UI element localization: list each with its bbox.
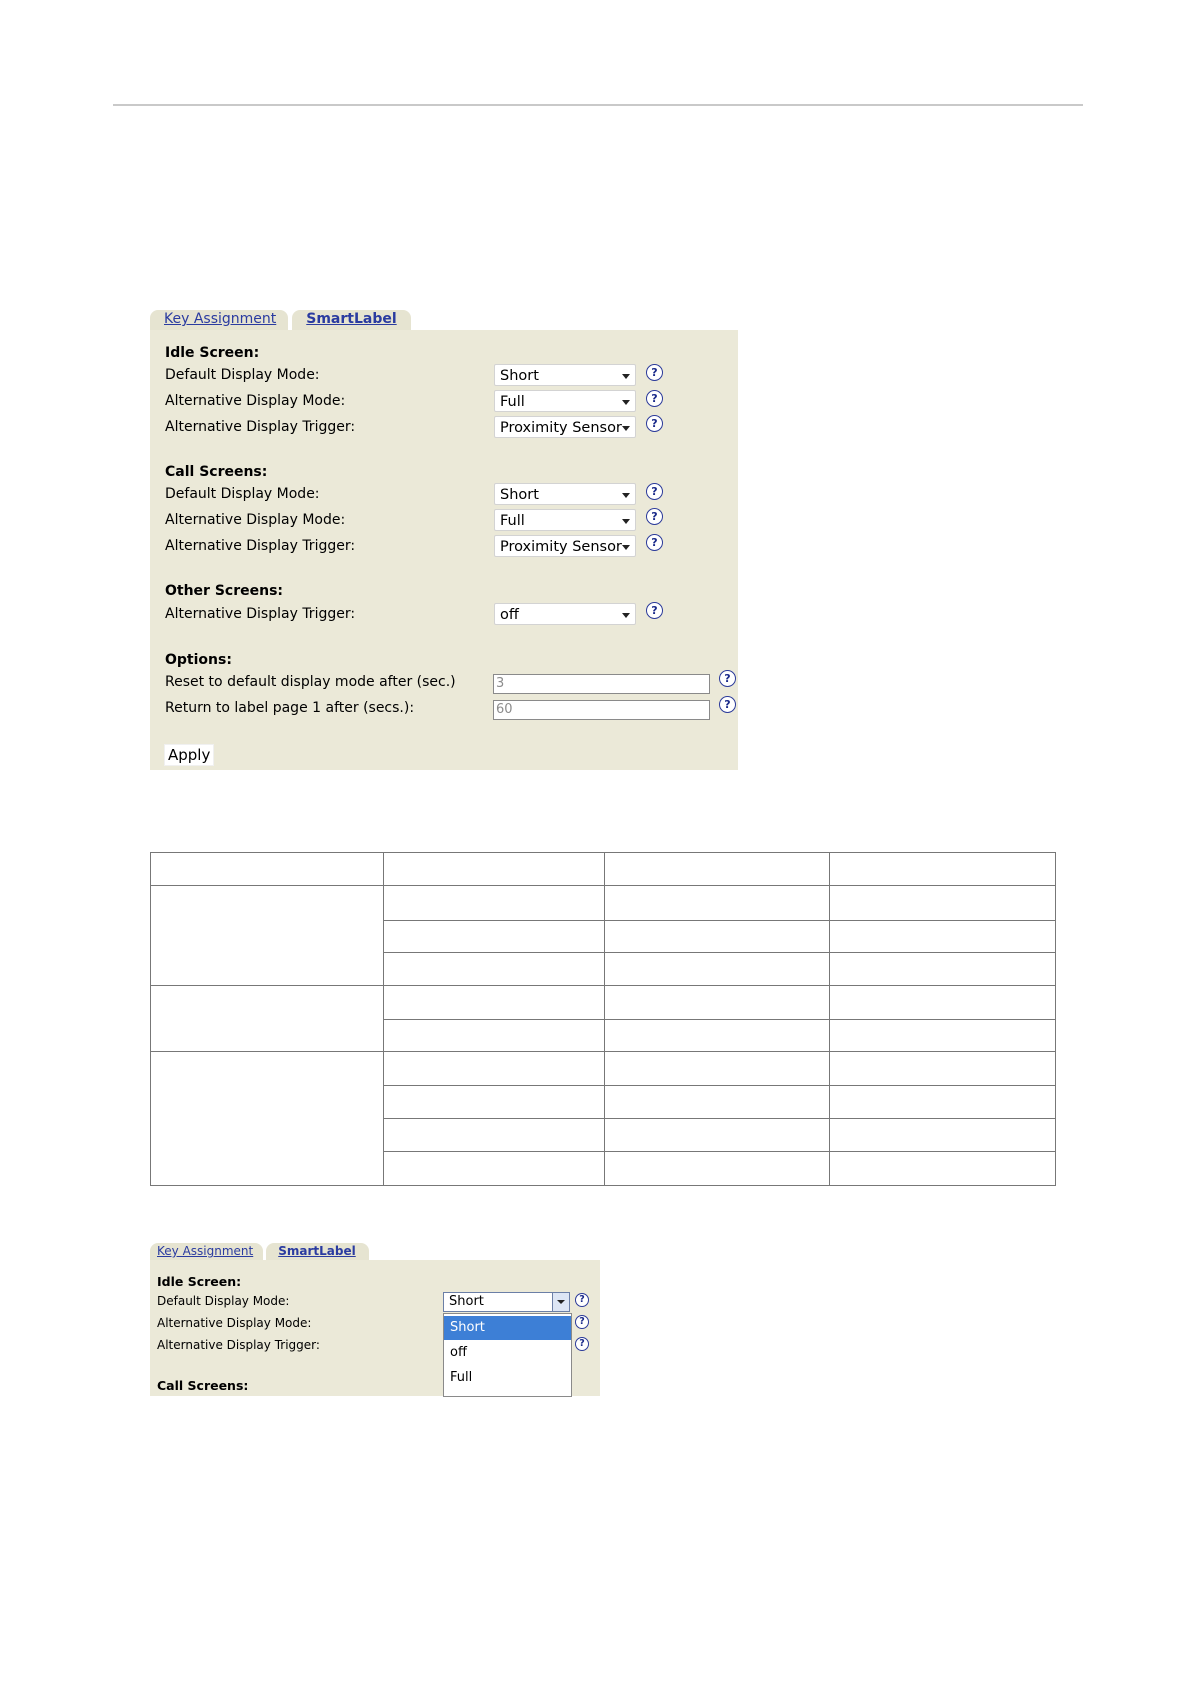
dropdown-option-off[interactable]: off [450,1345,467,1360]
table-cell [384,886,605,921]
chevron-down-icon [622,493,630,498]
call-trigger-select[interactable] [494,535,636,557]
dropdown-arrow-button[interactable] [552,1293,569,1311]
idle-trigger-select[interactable] [494,416,636,438]
chevron-down-icon [622,374,630,379]
table-cell [605,853,830,886]
select-value: Short [500,368,539,384]
idle-trigger-label: Alternative Display Trigger: [165,419,356,435]
table-cell [384,1152,605,1186]
idle-trigger-label: Alternative Display Trigger: [157,1338,320,1352]
table-cell [605,986,830,1020]
help-icon[interactable]: ? [719,670,736,687]
help-icon[interactable]: ? [646,534,663,551]
table-cell [605,1152,830,1186]
tab-smartlabel[interactable]: SmartLabel [292,310,410,330]
idle-default-mode-label: Default Display Mode: [157,1294,290,1308]
dropdown-option-full[interactable]: Full [450,1370,473,1385]
call-alt-mode-select[interactable] [494,509,636,531]
table-cell [605,1052,830,1086]
tab-bar-small [150,1243,369,1260]
data-table [150,852,1056,1186]
call-screens-heading: Call Screens: [157,1378,249,1393]
idle-default-mode-label: Default Display Mode: [165,367,320,383]
table-cell [830,886,1056,921]
table-cell [384,921,605,953]
select-value: Short [500,487,539,503]
table-cell [830,1052,1056,1086]
table-cell [384,986,605,1020]
table-cell [605,1086,830,1119]
help-icon[interactable]: ? [719,696,736,713]
chevron-down-icon [557,1300,565,1304]
table-cell [830,953,1056,986]
other-trigger-select[interactable] [494,603,636,625]
select-value: Proximity Sensor [500,539,622,555]
help-icon[interactable]: ? [575,1315,589,1329]
table-cell [830,853,1056,886]
chevron-down-icon [622,519,630,524]
help-icon[interactable]: ? [646,364,663,381]
table-cell [830,1086,1056,1119]
other-trigger-label: Alternative Display Trigger: [165,606,356,622]
call-default-mode-select[interactable] [494,483,636,505]
table-cell [384,1020,605,1052]
table-cell [605,886,830,921]
call-alt-mode-label: Alternative Display Mode: [165,512,346,528]
help-icon[interactable]: ? [575,1293,589,1307]
table-cell [830,1020,1056,1052]
call-trigger-label: Alternative Display Trigger: [165,538,356,554]
table-cell [151,1052,384,1186]
table-cell [605,921,830,953]
table-row [151,886,1056,921]
chevron-down-icon [622,613,630,618]
table-cell [151,986,384,1052]
other-screens-heading: Other Screens: [165,583,284,599]
table-cell [384,953,605,986]
table-cell [605,953,830,986]
idle-screen-heading: Idle Screen: [157,1274,242,1289]
select-value: Proximity Sensor [500,420,622,436]
tab-key-assignment[interactable]: Key Assignment [150,310,288,330]
return-page-input[interactable]: 60 [493,700,710,720]
select-value: off [500,607,519,623]
table-cell [830,921,1056,953]
help-icon[interactable]: ? [646,602,663,619]
return-page-label: Return to label page 1 after (secs.): [165,700,415,716]
chevron-down-icon [622,426,630,431]
select-value: Short [449,1294,484,1309]
table-cell [384,1119,605,1152]
help-icon[interactable]: ? [646,483,663,500]
dropdown-option-short[interactable]: Short [444,1316,571,1340]
table-cell [384,853,605,886]
table-cell [151,853,384,886]
chevron-down-icon [622,400,630,405]
chevron-down-icon [622,545,630,550]
header-divider [113,104,1083,106]
table-cell [830,986,1056,1020]
default-mode-select-open[interactable] [443,1292,570,1312]
table-cell [151,886,384,986]
help-icon[interactable]: ? [575,1337,589,1351]
dropdown-list [443,1313,572,1397]
table-cell [605,1119,830,1152]
table-cell [384,1052,605,1086]
options-heading: Options: [165,652,232,668]
table-cell [605,1020,830,1052]
idle-default-mode-select[interactable] [494,364,636,386]
help-icon[interactable]: ? [646,415,663,432]
table-row [151,1052,1056,1086]
table-cell [830,1152,1056,1186]
idle-alt-mode-label: Alternative Display Mode: [165,393,346,409]
call-default-mode-label: Default Display Mode: [165,486,320,502]
apply-button[interactable]: Apply [164,744,214,766]
select-value: Full [500,513,525,529]
idle-alt-mode-select[interactable] [494,390,636,412]
call-screens-heading: Call Screens: [165,464,268,480]
table-header-row [151,853,1056,886]
table-cell [830,1119,1056,1152]
select-value: Full [500,394,525,410]
help-icon[interactable]: ? [646,390,663,407]
idle-alt-mode-label: Alternative Display Mode: [157,1316,312,1330]
tab-bar [150,310,411,330]
table-cell [384,1086,605,1119]
reset-timeout-label: Reset to default display mode after (sec.) [165,674,456,690]
reset-timeout-input[interactable]: 3 [493,674,710,694]
idle-screen-heading: Idle Screen: [165,345,260,361]
tab-key-assignment[interactable]: Key Assignment [150,1243,263,1260]
table-row [151,986,1056,1020]
tab-smartlabel[interactable]: SmartLabel [266,1243,368,1260]
help-icon[interactable]: ? [646,508,663,525]
